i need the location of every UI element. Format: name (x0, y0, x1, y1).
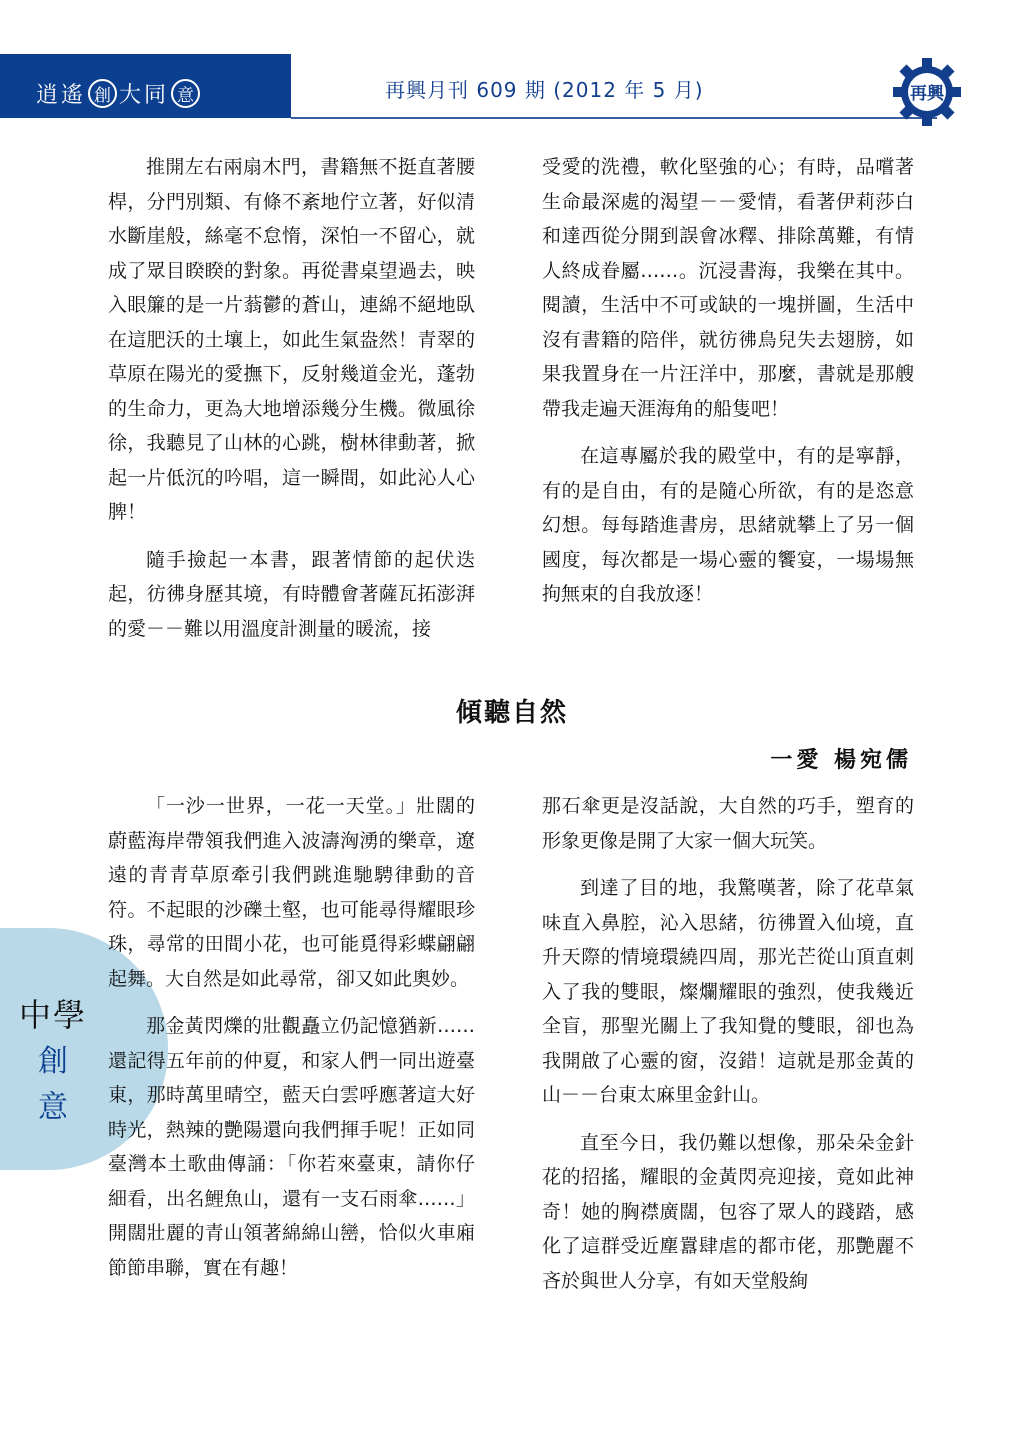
section-title-circled-1: 創 (88, 79, 117, 108)
section-title (36, 78, 202, 109)
section-title-part-2: 大同 (119, 83, 170, 108)
issue-label: 再興月刊 609 期 (2012 年 5 月) (385, 78, 704, 102)
paragraph: 推開左右兩扇木門，書籍無不挺直著腰桿，分門別類、有條不紊地佇立著，好似清水斷崖般，絲毫不怠惰，深怕一不留心，就成了眾目睽睽的對象。再從書桌望過去，映入眼簾的是一片蓊鬱的蒼山，連綿不絕地臥在這肥沃的土壤上，如此生氣盎然！青翠的草原在陽光的愛撫下，反射幾道金光，蓬勃的生命力，更為大地增添幾分生機。微風徐徐，我聽見了山林的心跳，樹林律動著，掀起一片低沉的吟唱，這一瞬間，如此沁人心脾！ (108, 156, 475, 523)
article-left-column (108, 789, 475, 1298)
side-tab-label (14, 990, 92, 1128)
paragraph: 在這專屬於我的殿堂中，有的是寧靜，有的是自由，有的是隨心所欲，有的是恣意幻想。每每踏進書房，思緒就攀上了另一個國度，每次都是一場心靈的饗宴，一場場無拘無束的自我放逐！ (542, 445, 914, 605)
paragraph: 隨手撿起一本書，跟著情節的起伏迭起，彷彿身歷其境，有時體會著薩瓦拓澎湃的愛－－難以用溫度計測量的暖流，接 (108, 548, 475, 640)
paragraph: 那金黃閃爍的壯觀矗立仍記憶猶新……還記得五年前的仲夏，和家人們一同出遊臺東，那時萬里晴空，藍天白雲呼應著這大好時光，熱辣的艷陽還向我們揮手呢！正如同臺灣本土歌曲傳誦：「你若來臺東，請你仔細看，出名鯉魚山，還有一支石雨傘……」開闊壯麗的青山領著綿綿山巒，恰似火車廂節節串聯，實在有趣！ (108, 1015, 475, 1279)
section-title-circled-2: 意 (171, 79, 200, 108)
paragraph: 直至今日，我仍難以想像，那朵朵金針花的招搖，耀眼的金黃閃亮迎接，竟如此神奇！她的胸襟廣闊，包容了眾人的踐踏，感化了這群受近塵囂肆虐的都市佬，那艷麗不吝於與世人分享，有如天堂般絢 (542, 1131, 914, 1292)
side-tab-line-3: 意 (38, 1090, 68, 1125)
paragraph: 那石傘更是沒話說，大自然的巧手，塑育的形象更像是開了大家一個大玩笑。 (542, 795, 914, 852)
logo-text: 再興 (910, 84, 944, 104)
section-title-part-1: 逍遙 (36, 83, 87, 108)
top-left-column (108, 150, 475, 659)
top-right-column (542, 150, 914, 625)
header-rule (291, 117, 937, 119)
gear-logo-icon (893, 58, 961, 126)
paragraph: 受愛的洗禮，軟化堅強的心；有時，品嚐著生命最深處的渴望－－愛情，看著伊莉莎白和達西從分開到誤會冰釋、排除萬難，有情人終成眷屬……。沉浸書海，我樂在其中。閱讀，生活中不可或缺的一塊拼圖，生活中沒有書籍的陪伴，就彷彿鳥兒失去翅膀，如果我置身在一片汪洋中，那麼，書就是那艘帶我走遍天涯海角的船隻吧！ (542, 156, 914, 420)
article-title: 傾聽自然 (455, 698, 568, 728)
article-author: 一愛 楊宛儒 (770, 747, 912, 773)
article-right-column (542, 789, 914, 1311)
side-tab-line-2: 創 (38, 1044, 68, 1079)
paragraph: 到達了目的地，我驚嘆著，除了花草氣味直入鼻腔，沁入思緒，彷彿置入仙境，直升天際的情境環繞四周，那光芒從山頂直刺入了我的雙眼，燦爛耀眼的強烈，使我幾近全盲，那聖光關上了我知覺的雙眼，卻也為我開啟了心靈的窗，沒錯！這就是那金黃的山－－台東太麻里金針山。 (542, 877, 914, 1106)
side-tab-line-1: 中學 (18, 996, 87, 1034)
paragraph: 「一沙一世界，一花一天堂。」壯闊的蔚藍海岸帶領我們進入波濤洶湧的樂章，遼遠的青青草原牽引我們跳進馳騁律動的音符。不起眼的沙礫土壑，也可能尋得耀眼珍珠，尋常的田間小花，也可能覓得彩蝶翩翩起舞。大自然是如此尋常，卻又如此奧妙。 (108, 795, 475, 990)
